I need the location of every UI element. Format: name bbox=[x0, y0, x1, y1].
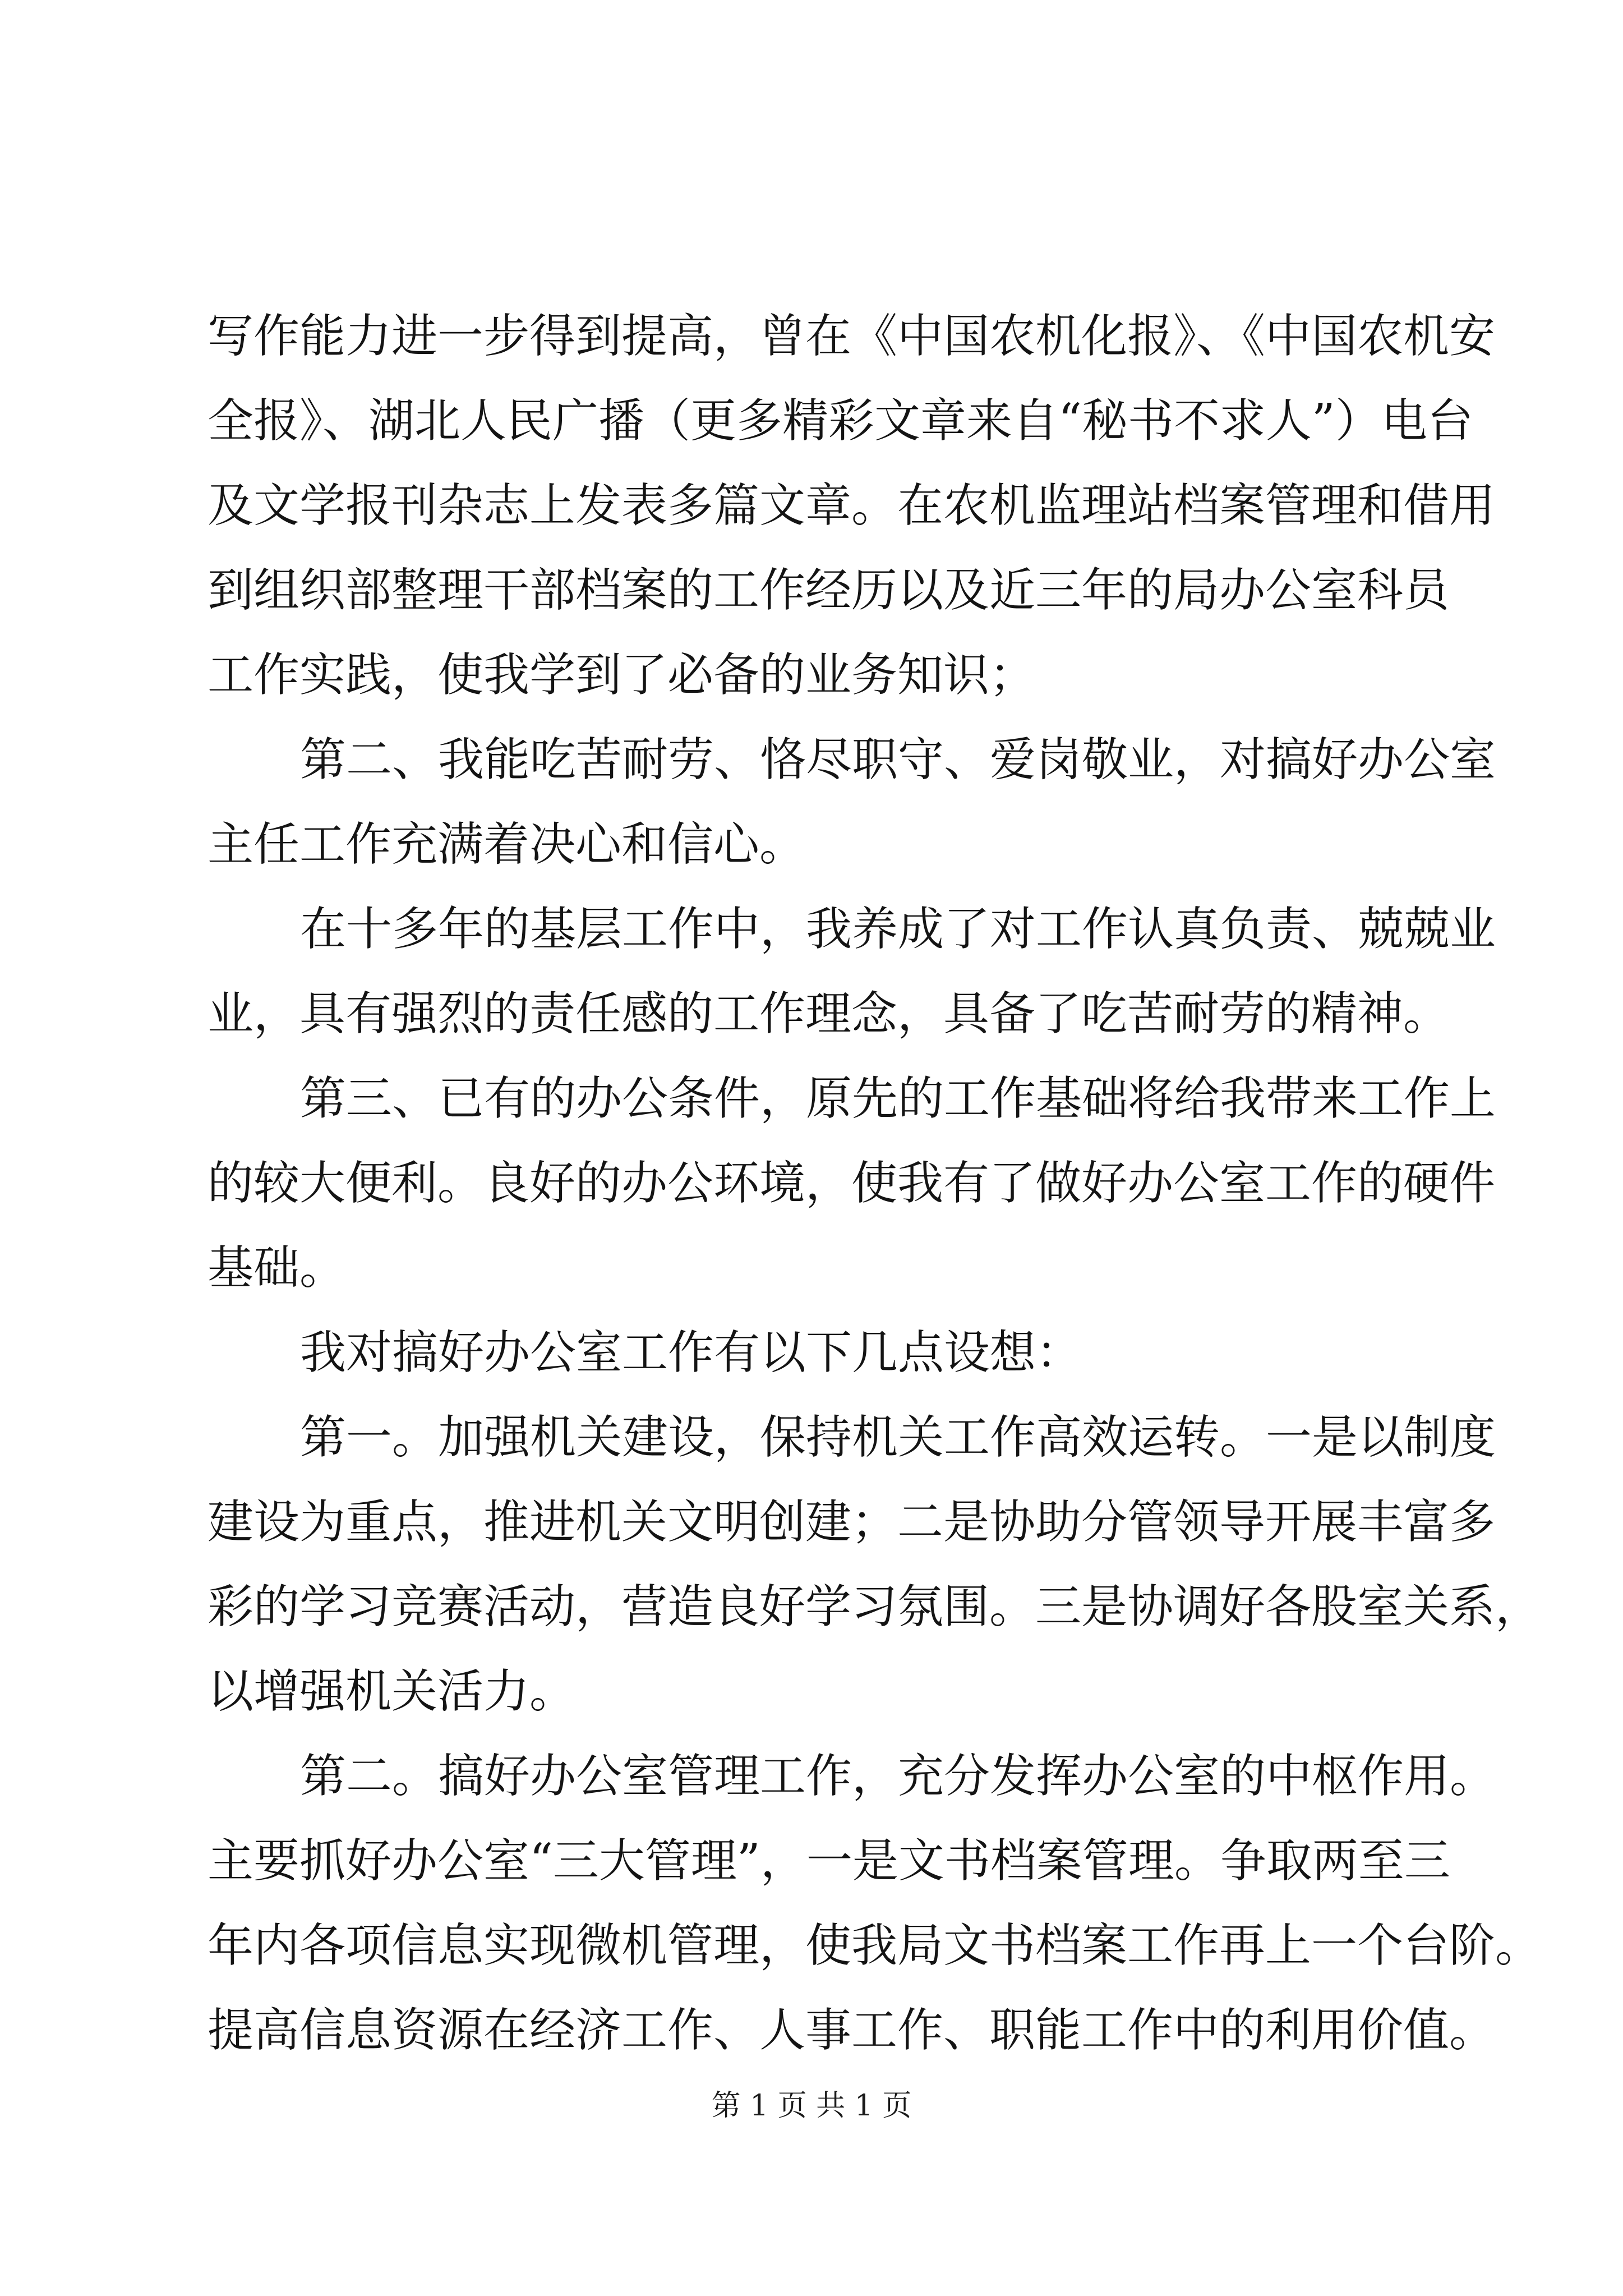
text-line-3: 及文学报刊杂志上发表多篇文章。在农机监理站档案管理和借用 bbox=[208, 479, 1496, 532]
text-line-13: 我对搞好办公室工作有以下几点设想： bbox=[300, 1326, 1082, 1379]
text-line-18: 第二。搞好办公室管理工作，充分发挥办公室的中枢作用。 bbox=[300, 1750, 1496, 1803]
page-number-footer: 第 1 页 共 1 页 bbox=[711, 2089, 912, 2123]
text-line-14: 第一。加强机关建设，保持机关工作高效运转。一是以制度 bbox=[300, 1411, 1496, 1464]
text-line-7: 主任工作充满着决心和信心。 bbox=[208, 818, 806, 871]
text-line-6: 第二、我能吃苦耐劳、恪尽职守、爱岗敬业，对搞好办公室 bbox=[300, 733, 1496, 786]
text-line-15: 建设为重点，推进机关文明创建；二是协助分管领导开展丰富多 bbox=[208, 1496, 1496, 1549]
text-line-8: 在十多年的基层工作中，我养成了对工作认真负责、兢兢业 bbox=[300, 903, 1496, 956]
text-line-5: 工作实践，使我学到了必备的业务知识； bbox=[208, 648, 1036, 702]
text-line-16: 彩的学习竞赛活动，营造良好学习氛围。三是协调好各股室关系， bbox=[208, 1580, 1542, 1634]
text-line-10: 第三、已有的办公条件，原先的工作基础将给我带来工作上 bbox=[300, 1072, 1496, 1125]
text-line-20: 年内各项信息实现微机管理，使我局文书档案工作再上一个台阶。 bbox=[208, 1919, 1542, 1972]
text-line-11: 的较大便利。良好的办公环境，使我有了做好办公室工作的硬件 bbox=[208, 1157, 1496, 1210]
text-line-21: 提高信息资源在经济工作、人事工作、职能工作中的利用价值。 bbox=[208, 2004, 1496, 2057]
text-line-2: 全报》、湖北人民广播（更多精彩文章来自“秘书不求人”）电台 bbox=[208, 394, 1473, 448]
text-line-9: 业，具有强烈的责任感的工作理念，具备了吃苦耐劳的精神。 bbox=[208, 987, 1450, 1041]
text-line-19: 主要抓好办公室“三大管理”，一是文书档案管理。争取两至三 bbox=[208, 1834, 1450, 1888]
text-line-1: 写作能力进一步得到提高，曾在《中国农机化报》、《中国农机安 bbox=[208, 310, 1496, 363]
document-body bbox=[208, 294, 1542, 2073]
text-line-4: 到组织部整理干部档案的工作经历以及近三年的局办公室科员 bbox=[208, 564, 1450, 617]
text-line-12: 基础。 bbox=[208, 1241, 346, 1295]
text-line-17: 以增强机关活力。 bbox=[208, 1665, 576, 1718]
